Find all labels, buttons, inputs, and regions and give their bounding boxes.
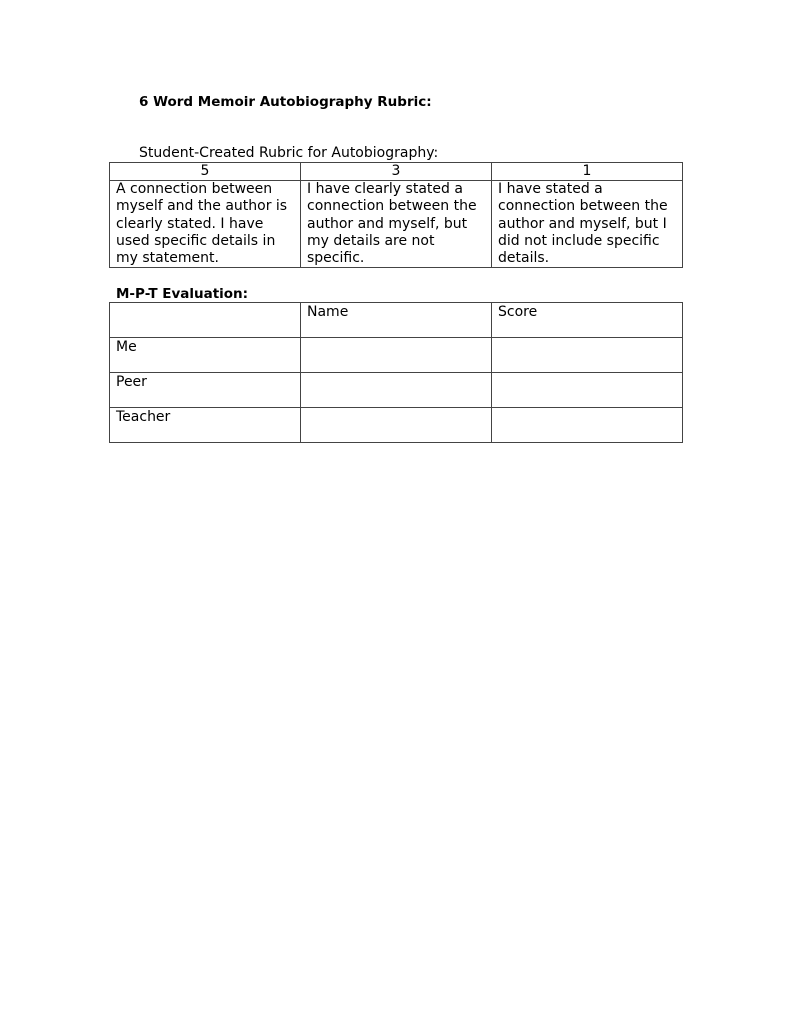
- evaluation-header-score: Score: [492, 303, 683, 338]
- rubric-caption: Student-Created Rubric for Autobiography:: [139, 145, 439, 161]
- table-row: [110, 373, 683, 408]
- rubric-description-cell: I have stated a connection between the author and myself, but I did not include specific details.: [492, 181, 683, 268]
- rubric-description-cell: A connection between myself and the author is clearly stated. I have used specific details in my statement.: [110, 181, 301, 268]
- rubric-score-header: 3: [301, 163, 492, 181]
- evaluation-table: [109, 302, 683, 443]
- evaluator-label: Me: [110, 338, 301, 373]
- score-cell[interactable]: [492, 338, 683, 373]
- score-cell[interactable]: [492, 408, 683, 443]
- evaluation-header-blank: [110, 303, 301, 338]
- table-row: [110, 338, 683, 373]
- evaluation-heading: M-P-T Evaluation:: [116, 286, 249, 302]
- name-cell[interactable]: [301, 338, 492, 373]
- rubric-description-row: [110, 181, 683, 268]
- rubric-header-row: [110, 163, 683, 181]
- score-cell[interactable]: [492, 373, 683, 408]
- evaluation-header-name: Name: [301, 303, 492, 338]
- document-title: 6 Word Memoir Autobiography Rubric:: [139, 94, 432, 110]
- rubric-score-header: 5: [110, 163, 301, 181]
- rubric-score-header: 1: [492, 163, 683, 181]
- rubric-table: [109, 162, 683, 268]
- evaluator-label: Teacher: [110, 408, 301, 443]
- table-row: [110, 408, 683, 443]
- name-cell[interactable]: [301, 408, 492, 443]
- evaluation-header-row: [110, 303, 683, 338]
- evaluator-label: Peer: [110, 373, 301, 408]
- name-cell[interactable]: [301, 373, 492, 408]
- rubric-description-cell: I have clearly stated a connection between the author and myself, but my details are not specific.: [301, 181, 492, 268]
